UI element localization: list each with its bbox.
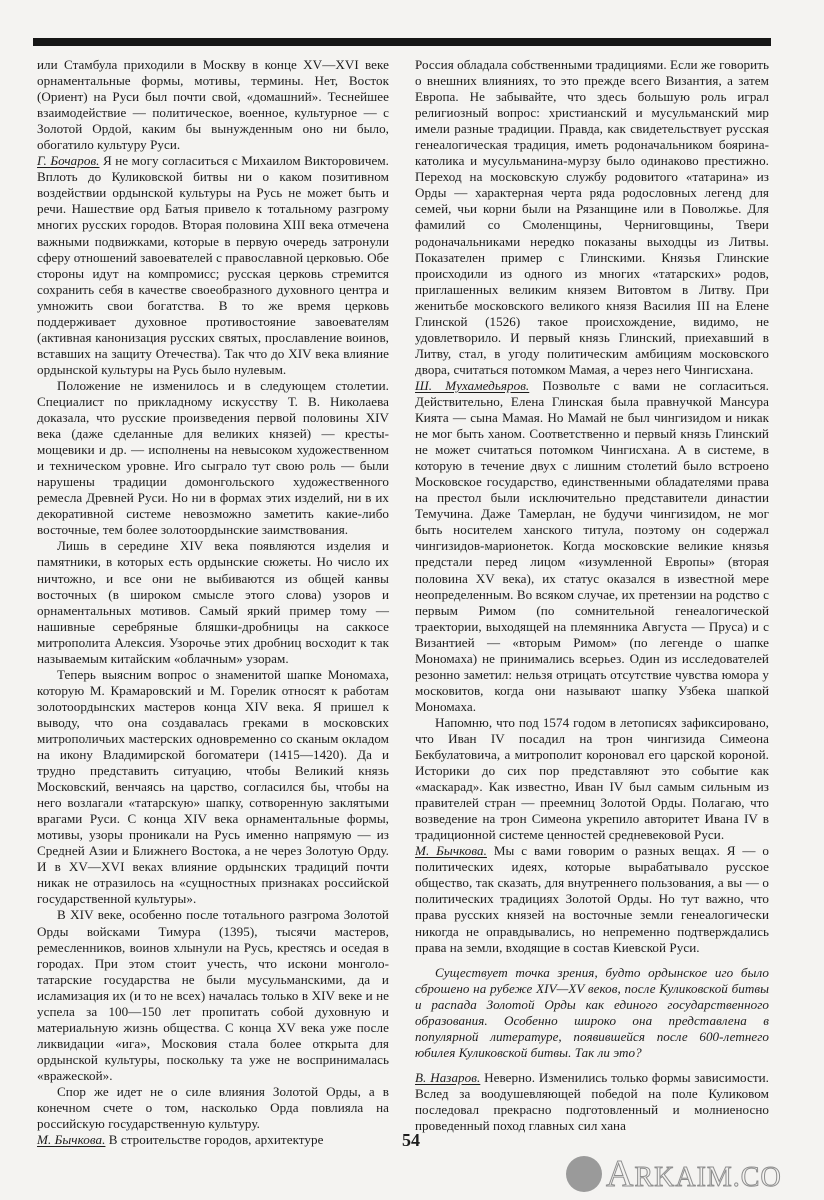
speech-paragraph (415, 378, 769, 715)
speech-text: Позвольте с вами не согласиться. Действительно, Елена Глинская была правнучкой Мансура Кията — сына Мамая. Но Мамай не был чингизидом и никак не мог быть ханом. Соответственно и первый князь Глинский не может считаться потомком Чингисхана. А в системе, в которую в течение двух с лишним столетий было встроено Московское государство, единственными обладателями права на престол были исключительно представители династии Темучина. Даже Тамерлан, не будучи чингизидом, не мог быть носителем ханского титула, поэтому он содержал чингизидов-марионеток. Когда московские великие князья предстали перед лицом «изумленной Европы» (вторая половина XV века), их статус оказался в известной мере неопределенным. Во всяком случае, их претензии на родство с первым Римом (по сомнительной генеалогической траектории, выходящей на племянника Августа — Пруса) и с Византией — «вторым Римом» (по легенде о шапке Мономаха) не принимались всерьез. Один из исследователей резонно заметил: нельзя отрицать отсутствие чувства юмора у московитов, когда они называют шапку Узбека шапкой Мономаха. (415, 377, 769, 714)
speech-paragraph (37, 153, 389, 378)
interviewer-question: Существует точка зрения, будто ордынское иго было сброшено на рубеже XIV—XV веков, после Куликовской битвы и распада Золотой Орды как единого государственного образования. Особенно широко она представлена в популярной литературе, появившейся после 600-летнего юбилея Куликовской битвы. Так ли это? (415, 964, 769, 1060)
speaker-name: В. Назаров. (415, 1069, 481, 1085)
speaker-name: М. Бычкова. (37, 1132, 106, 1148)
left-column (37, 57, 389, 1148)
right-column (415, 57, 769, 1134)
header-rule (33, 38, 771, 46)
speech-text: Я не могу согласиться с Михаилом Викторовичем. Вплоть до Куликовской битвы ни о каком позитивном воздействии ордынской культуры на Русь не может быть и речи. Нашествие орд Батыя привело к тотальному разгрому многих русских городов. Вторая половина XIII века отмечена важными подвижками, которые в первую очередь затронули сферу отношений завоевателей с православной церковью. Обе стороны идут на компромисс; русская церковь стремится сохранить себя в качестве своеобразного духовного центра и умножить свои богатства. В то же время церковь поддерживает духовное противостояние завоевателям (активная канонизация русских святых, прославление воинов, вставших на защиту Отечества). Так что до XIV века влияние ордынской культуры на Русь было нулевым. (37, 153, 389, 377)
speech-paragraph (415, 843, 769, 955)
speaker-name: Г. Бочаров. (37, 153, 100, 169)
page-number: 54 (402, 1130, 420, 1150)
speech-paragraph (37, 1132, 389, 1148)
speaker-name: М. Бычкова. (415, 843, 487, 859)
paragraph: Теперь выясним вопрос о знаменитой шапке Мономаха, которую М. Крамаровский и М. Горелик относят к работам золотоордынских мастеров конца XIV века. Я пришел к выводу, что она создавалась греками в московских митрополичьих мастерских одновременно со сканым окладом на икону Владимирской богоматери (1415—1420). Да и трудно представить ситуацию, чтобы Великий князь Московский, венчаясь на царство, согласился бы, чтобы на него возлагали «татарскую» шапку, сотворенную заклятыми врагами Руси. С конца XIV века орнаментальные формы, мотивы, узоры проникали на Русь именно напрямую — из Средней Азии и Ближнего Востока, а не через Золотую Орду. И в XV—XVI веках влияние ордынских традиций почти никак не отразилось на «сущностных признаках российской государственной культуры». (37, 666, 389, 907)
speech-text: Неверно. Изменились только формы зависимости. Вслед за воодушевляющей победой на поле Куликовом последовал прекрасно подготовленный и молниеносно проведенный поход главных сил хана (415, 1069, 769, 1134)
speech-text: Мы с вами говорим о разных вещах. Я — о политических идеях, которые вырабатывало русское общество, так сказать, для внутреннего пользования, а вы — о политических традициях Золотой Орды. Но тут важно, что права русских князей на восточные земли генеалогически никогда не оправдывались, но непременно подтверждались права на земли, входящие в состав Киевской Руси. (415, 843, 770, 955)
watermark-rest: RKAIM.CO (634, 1162, 782, 1193)
paragraph: В XIV веке, особенно после тотального разгрома Золотой Орды войсками Тимура (1395), тысячи мастеров, ремесленников, воинов хлынули на Русь, крестясь и оседая в городах. При этом стоит учесть, что искони монголо-татарские государства не были мусульманскими, да и исламизация их (и то не всех) началась только в XIV веке и не успела за 100—150 лет пропитать собой духовную и материальную жизнь общества. С конца XV века уже после ликвидации «ига», Московия стала более открыта для ордынской культуры, поскольку та уже не воспринималась «вражеской». (37, 907, 389, 1083)
paragraph: Спор же идет не о силе влияния Золотой Орды, а в конечном счете о том, насколько Орда повлияла на российскую государственную культуру. (37, 1084, 389, 1132)
speech-text: В строительстве городов, архитектуре (105, 1132, 324, 1148)
paragraph: Положение не изменилось и в следующем столетии. Специалист по прикладному искусству Т. В. Николаева доказала, что русские произведения первой половины XIV века (даже сделанные для великих князей) — кресты-мощевики и др. — исполнены на невысоком художественном и техническом уровне. Иго сыграло тут свою роль — были нарушены традиции домонгольского художественного ремесла Древней Руси. Но ни в формах этих изделий, ни в их декоративной системе невозможно заметить какие-либо восточные, тем более золотоордынские заимствования. (37, 377, 389, 538)
paragraph: Россия обладала собственными традициями. Если же говорить о внешних влияниях, то это прежде всего Византия, а затем Европа. Не забывайте, что здесь большую роль играл религиозный вопрос: христианский и мусульманский мир имели разные традиции. Правда, как свидетельствует русская генеалогическая традиция, иметь родоначальником боярина-католика и мусульманина-мурзу было одинаково престижно. Переход на московскую службу родовитого «татарина» из Орды — характерная черта ряда родословных легенд для семей, чьи корни были на Рязанщине или в Поволжье. Для фамилий со Смоленщины, Черниговщины, Твери родоначальниками нередко показаны выходцы из Литвы. Показателен пример с Глинскими. Князья Глинские происходили из одного из многих «татарских» родов, приглашенных великим князем Витовтом в Литву. При женитьбе московского великого князя Василия III на Елене Глинской (1526) такое происхождение, видимо, не удовлетворило. И первый князь Глинский, приехавший в Литву, стал, в угоду политическим амбициям московского двора, считаться потомком Мамая, а через него Чингисхана. (415, 57, 769, 377)
speaker-name: Ш. Мухамедьяров. (415, 377, 530, 393)
speech-paragraph (415, 1070, 769, 1134)
paragraph: Напомню, что под 1574 годом в летописях зафиксировано, что Иван IV посадил на трон чингизида Симеона Бекбулатовича, а митрополит короновал его царской короной. Историки до сих пор представляют это событие как «маскарад». Как известно, Иван IV был самым сильным из правителей стран — преемниц Золотой Орды. Полагаю, что возведение на трон Симеона укрепило авторитет Ивана IV в традиционной системе ценностей средневековой Руси. (415, 714, 769, 843)
paragraph: или Стамбула приходили в Москву в конце XV—XVI веке орнаментальные формы, мотивы, термины. Нет, Восток (Ориент) на Руси был почти свой, «домашний». Теснейшее взаимодействие — политическое, военное, культурное — с Золотой Ордой, каким бы вынужденным оно ни было, обогатило культуру Руси. (37, 57, 389, 153)
watermark-initial: A (606, 1153, 635, 1195)
logo-circle-icon (566, 1156, 602, 1192)
paragraph: Лишь в середине XIV века появляются изделия и памятники, в которых есть ордынские сюжеты. Но число их ничтожно, и все они не выбиваются из общей канвы восточных (в широком смысле этого слова) узоров и орнаментальных мотивов. Самый яркий пример тому — нашивные серебряные бляшки-дробницы на саккосе митрополита Алексия. Узорочье этих дробниц восходит к так называемым китайским «облачным» узорам. (37, 538, 389, 666)
watermark-logo (566, 1152, 782, 1196)
watermark-text (606, 1152, 782, 1196)
